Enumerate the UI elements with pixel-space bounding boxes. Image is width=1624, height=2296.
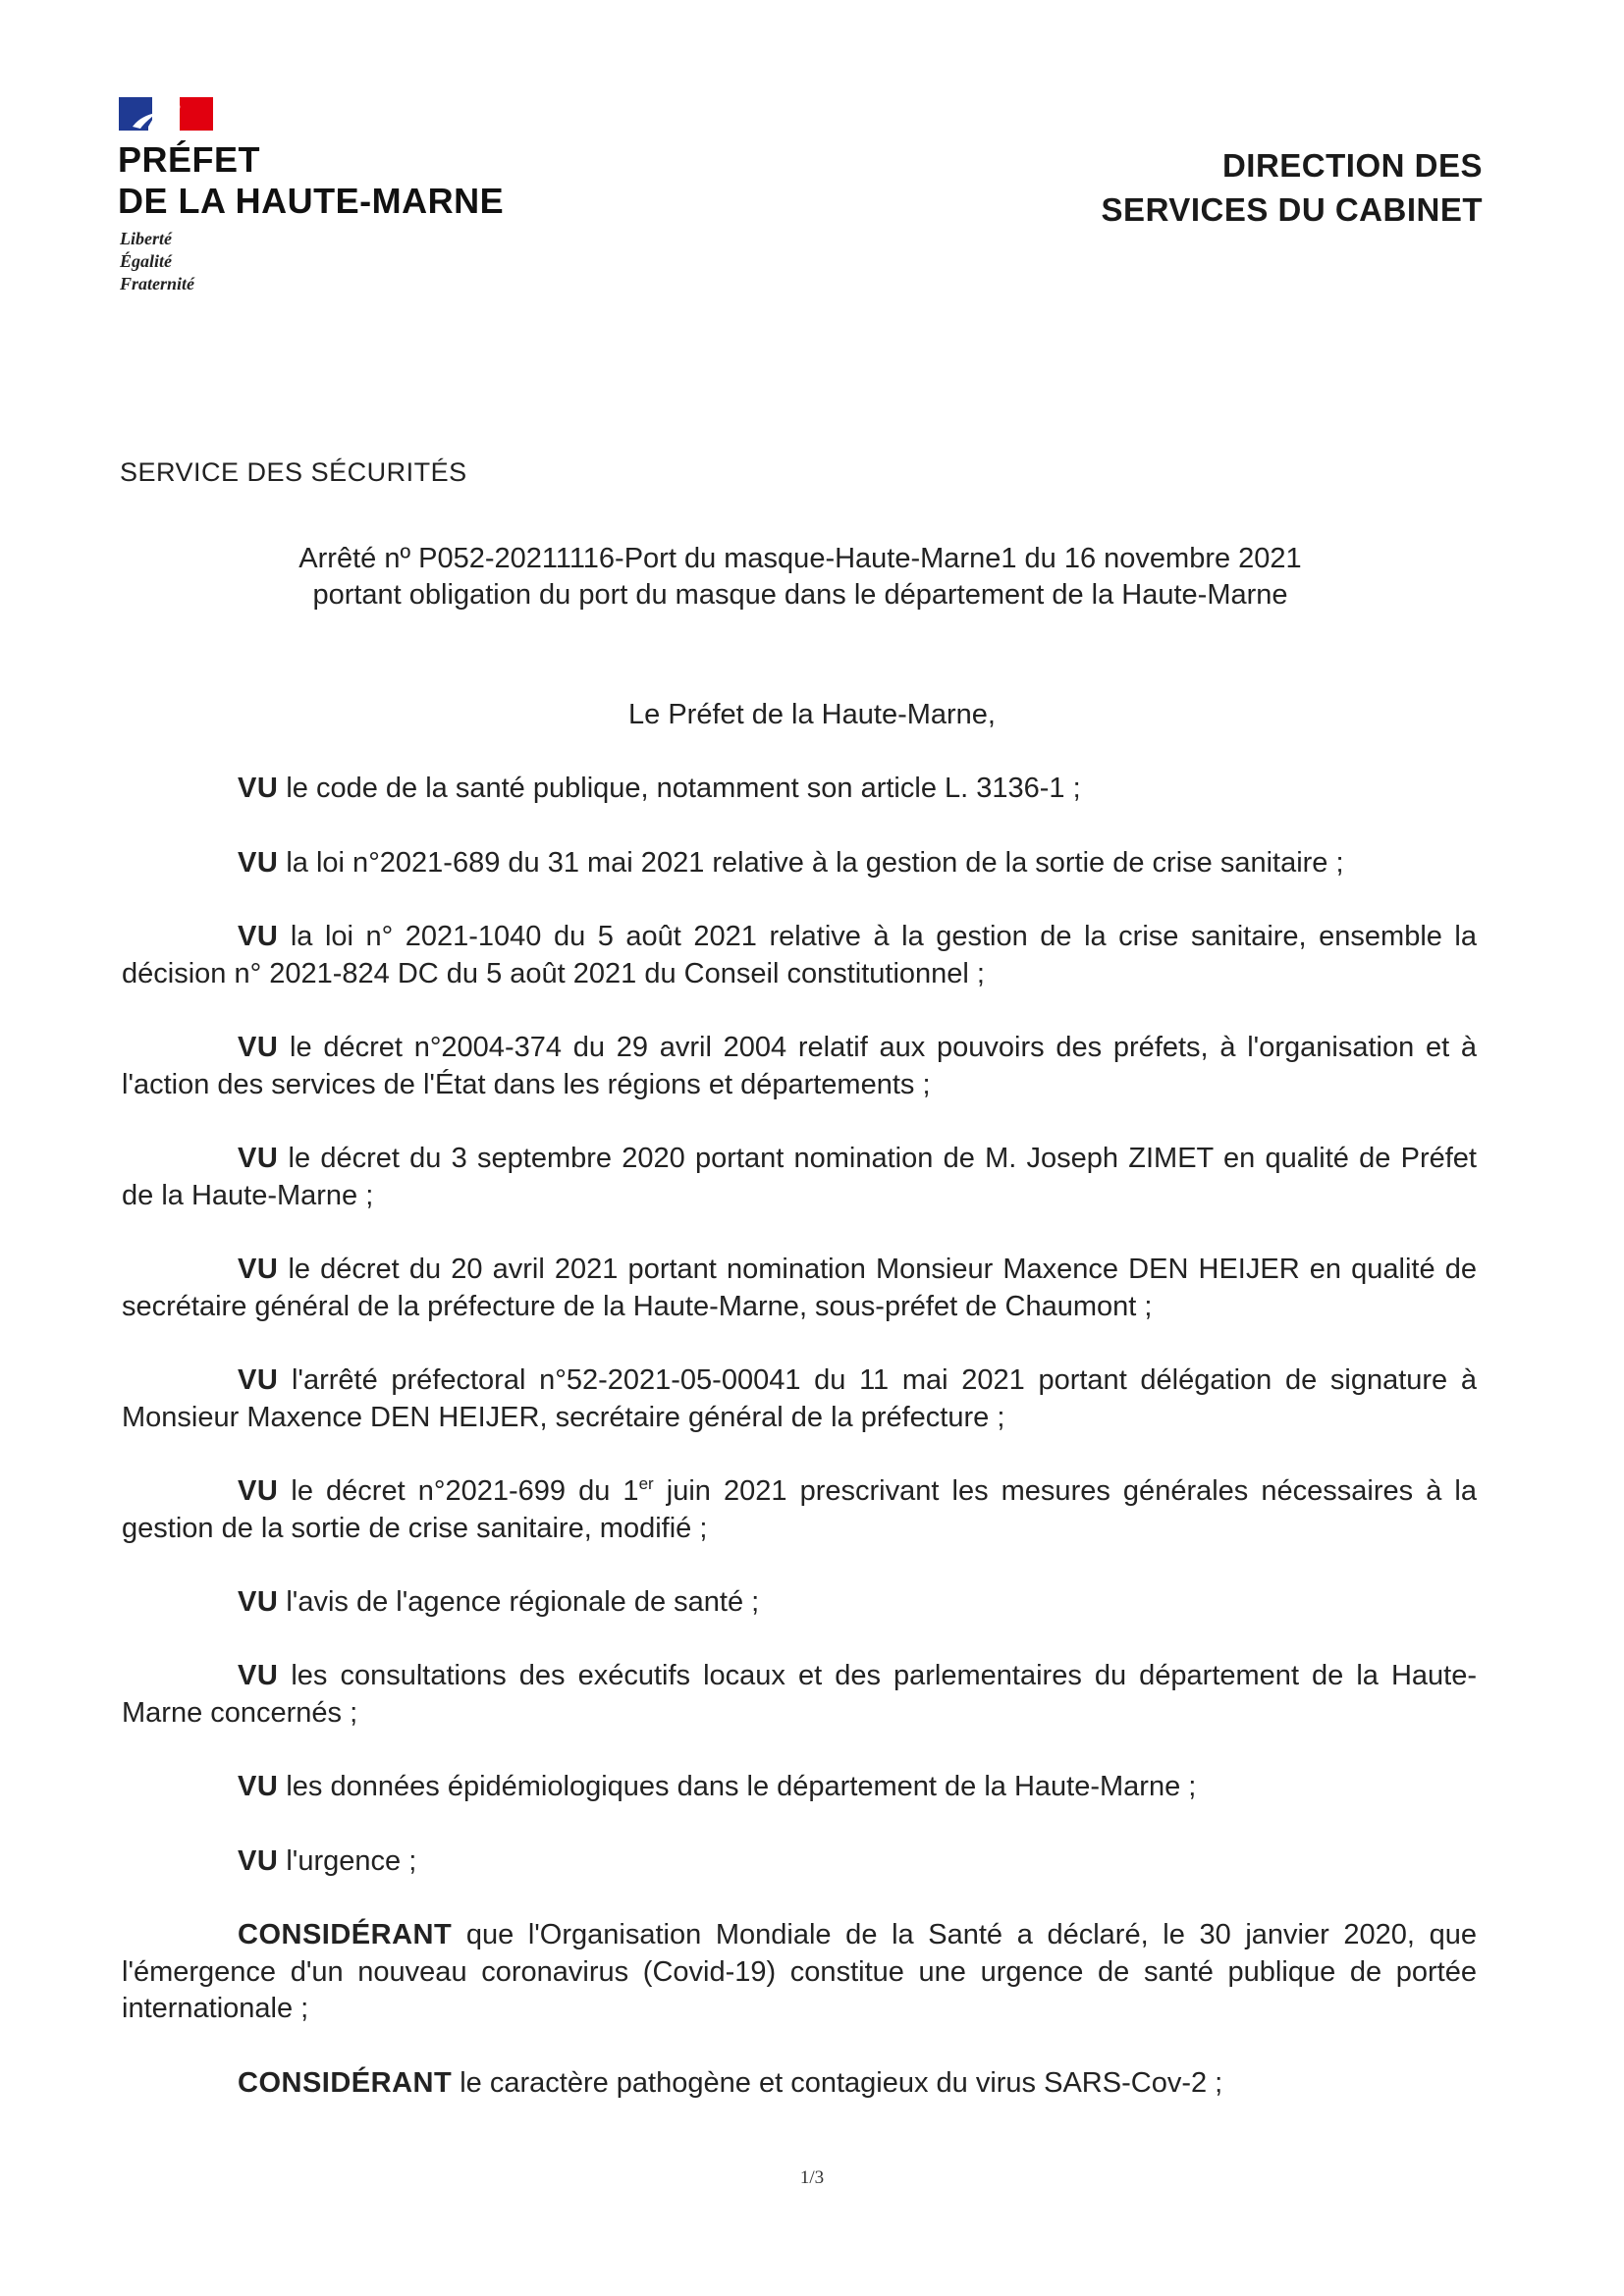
vu-paragraph-10: [122, 1658, 1477, 1732]
paragraph-text: le code de la santé publique, notamment son article L. 3136-1 ;: [286, 773, 1081, 804]
paragraph-keyword: VU: [238, 1032, 279, 1063]
republic-motto: [120, 228, 194, 295]
considerant-paragraph-2: [122, 2065, 1477, 2103]
vu-paragraph-12: [122, 1843, 1477, 1881]
paragraph-text: les données épidémiologiques dans le département de la Haute-Marne ;: [286, 1771, 1197, 1802]
paragraph-keyword: VU: [238, 1143, 279, 1174]
decree-title: [147, 541, 1453, 614]
decree-title-line1: Arrêté nº P052-20211116-Port du masque-Haute-Marne1 du 16 novembre 2021: [298, 543, 1302, 574]
paragraph-keyword: CONSIDÉRANT: [238, 2067, 453, 2099]
vu-paragraph-6: [122, 1252, 1477, 1325]
paragraph-text: la loi n° 2021-1040 du 5 août 2021 relative à la gestion de la crise sanitaire, ensemble la décision n° 2021-824 DC du 5 août 2021 du Conseil constitutionnel ;: [122, 921, 1477, 989]
paragraph-text: les consultations des exécutifs locaux et des parlementaires du département de la Haute-Marne concernés ;: [122, 1660, 1478, 1729]
paragraph-text: le décret du 20 avril 2021 portant nomination Monsieur Maxence DEN HEIJER en qualité de secrétaire général de la préfecture de la Haute-Marne, sous-préfet de Chaumont ;: [122, 1254, 1477, 1322]
paragraph-keyword: CONSIDÉRANT: [238, 1919, 453, 1950]
decree-title-line2: portant obligation du port du masque dans le département de la Haute-Marne: [312, 579, 1288, 611]
paragraph-text-end: juin 2021 prescrivant les mesures générales nécessaires à la gestion de la sortie de crise sanitaire, modifié ;: [122, 1475, 1477, 1544]
paragraph-text: que l'Organisation Mondiale de la Santé a déclaré, le 30 janvier 2020, que l'émergence d'un nouveau coronavirus (Covid-19) constitue une urgence de santé publique de portée internationale ;: [122, 1919, 1477, 2024]
considerant-paragraph-1: [122, 1917, 1477, 2028]
paragraph-keyword: VU: [238, 1845, 279, 1877]
vu-paragraph-9: [122, 1584, 1477, 1622]
paragraph-text: l'avis de l'agence régionale de santé ;: [286, 1586, 760, 1618]
vu-paragraph-2: [122, 845, 1477, 882]
paragraph-text: la loi n°2021-689 du 31 mai 2021 relative à la gestion de la sortie de crise sanitaire ;: [286, 847, 1344, 879]
prefecture-name-line2: DE LA HAUTE-MARNE: [118, 181, 505, 221]
vu-paragraph-8: [122, 1473, 1477, 1547]
paragraph-keyword: VU: [238, 1586, 279, 1618]
paragraph-keyword: VU: [238, 921, 279, 952]
paragraph-keyword: VU: [238, 773, 279, 804]
prefet-intro: Le Préfet de la Haute-Marne,: [628, 699, 996, 730]
paragraph-keyword: VU: [238, 1475, 279, 1507]
direction-heading: [1102, 143, 1483, 232]
vu-paragraph-4: [122, 1030, 1477, 1103]
motto-liberte: Liberté: [120, 229, 172, 248]
paragraph-keyword: VU: [238, 1364, 279, 1396]
paragraph-text: le décret n°2004-374 du 29 avril 2004 relatif aux pouvoirs des préfets, à l'organisation et à l'action des services de l'État dans les régions et départements ;: [122, 1032, 1477, 1100]
ordinal-superscript: er: [638, 1474, 654, 1493]
paragraph-text-start: le décret n°2021-699 du 1: [291, 1475, 639, 1507]
paragraph-text: le caractère pathogène et contagieux du virus SARS-Cov-2 ;: [460, 2067, 1223, 2099]
marianne-flag-logo: [119, 97, 213, 131]
vu-paragraph-1: [122, 771, 1477, 808]
paragraph-keyword: VU: [238, 1254, 279, 1285]
flag-red-band: [180, 97, 213, 131]
prefecture-name-line1: PRÉFET: [118, 139, 261, 180]
direction-line2: SERVICES DU CABINET: [1101, 191, 1483, 228]
vu-paragraph-5: [122, 1141, 1477, 1214]
vu-paragraph-7: [122, 1362, 1477, 1436]
paragraph-text: l'urgence ;: [286, 1845, 417, 1877]
motto-egalite: Égalité: [120, 251, 172, 271]
motto-fraternite: Fraternité: [120, 274, 195, 294]
paragraph-keyword: VU: [238, 1771, 279, 1802]
vu-paragraph-3: [122, 919, 1477, 992]
service-label: SERVICE DES SÉCURITÉS: [120, 457, 467, 487]
vu-paragraph-11: [122, 1769, 1477, 1806]
paragraph-text: l'arrêté préfectoral n°52-2021-05-00041 du 11 mai 2021 portant délégation de signature à Monsieur Maxence DEN HEIJER, secrétaire général de la préfecture ;: [122, 1364, 1477, 1433]
prefecture-name: [118, 139, 504, 222]
paragraph-keyword: VU: [238, 1660, 279, 1691]
paragraph-text: le décret du 3 septembre 2020 portant nomination de M. Joseph ZIMET en qualité de Préfet de la Haute-Marne ;: [122, 1143, 1477, 1211]
page-number: 1/3: [799, 2167, 825, 2188]
paragraph-keyword: VU: [238, 847, 279, 879]
direction-line1: DIRECTION DES: [1221, 147, 1483, 184]
